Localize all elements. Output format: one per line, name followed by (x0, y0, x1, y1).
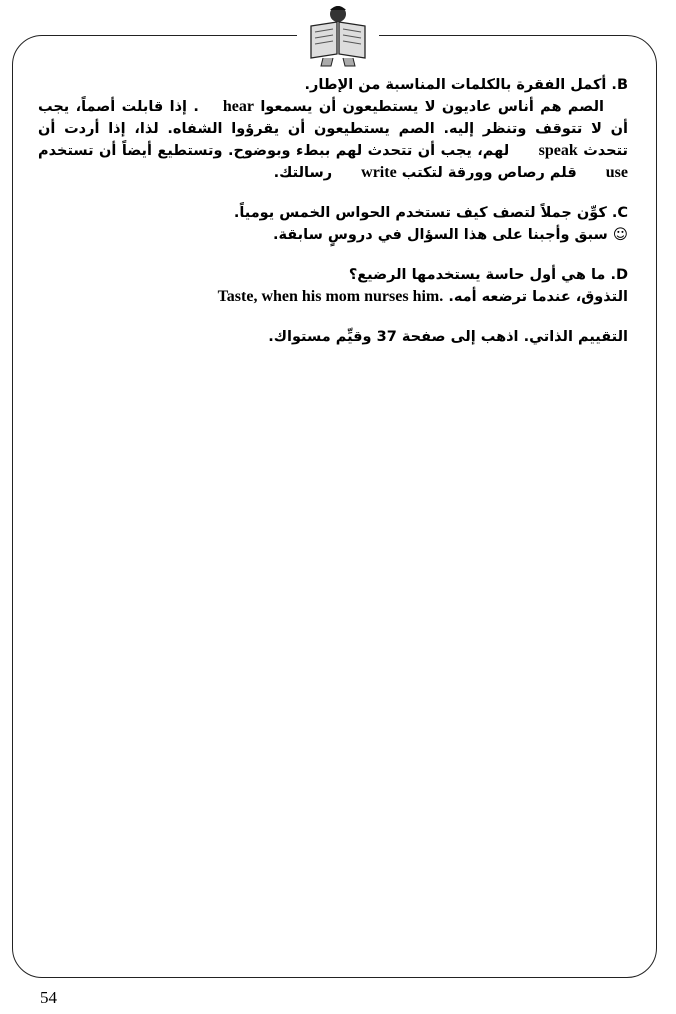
section-d-heading (38, 264, 628, 286)
section-d-answer (38, 286, 628, 308)
paragraph-text-1: الصم هم أناس عاديون لا يستطيعون أن يسمعوا (260, 99, 604, 115)
paragraph-text-3: لهم، يجب أن تتحدث لهم ببطء وبوضوح. وتستطيع أيضاً أن تستخدم (38, 143, 510, 159)
section-c-instruction: كوِّن جملاً لتصف كيف تستخدم الحواس الخمس يومياً. (233, 205, 607, 221)
section-c-note-text: سبق وأجبنا على هذا السؤال في دروسٍ سابقة. (272, 227, 608, 243)
section-b-instruction: أكمل الفقرة بالكلمات المناسبة من الإطار. (304, 77, 607, 93)
answer-word-hear: hear (222, 98, 254, 115)
section-b-paragraph (38, 96, 628, 184)
section-d-answer-ar: التذوق، عندما ترضعه أمه. (448, 289, 628, 305)
exercise-content (38, 74, 628, 348)
self-assessment: التقييم الذاتي. اذهب إلى صفحة 37 وقيِّم مستواك. (268, 329, 628, 345)
section-d-question: ما هي أول حاسة يستخدمها الرضيع؟ (348, 267, 606, 283)
reading-student-icon (297, 0, 379, 70)
smiley-icon: ☺ (612, 227, 628, 243)
section-b-heading (38, 74, 628, 96)
section-d-answer-en: Taste, when his mom nurses him. (217, 288, 444, 305)
section-c-letter: C. (611, 205, 628, 221)
page-number: 54 (40, 988, 57, 1007)
section-b-letter: B. (611, 77, 628, 93)
paragraph-text-5: رسالتك. (273, 165, 333, 181)
answer-word-use: use (605, 164, 628, 181)
answer-word-speak: speak (538, 142, 578, 159)
section-c-note (38, 224, 628, 246)
answer-word-write: write (361, 164, 397, 181)
paragraph-text-2: . إذا قابلت أصماً، يجب أن لا تتوقف وتنظر إليه. الصم يستطيعون أن يقرؤوا الشفاه. لذا، إذا أردت أن تتحدث (38, 99, 628, 159)
section-c-heading (38, 202, 628, 224)
paragraph-text-4: قلم رصاص وورقة لتكتب (401, 165, 577, 181)
section-d-letter: D. (610, 267, 628, 283)
